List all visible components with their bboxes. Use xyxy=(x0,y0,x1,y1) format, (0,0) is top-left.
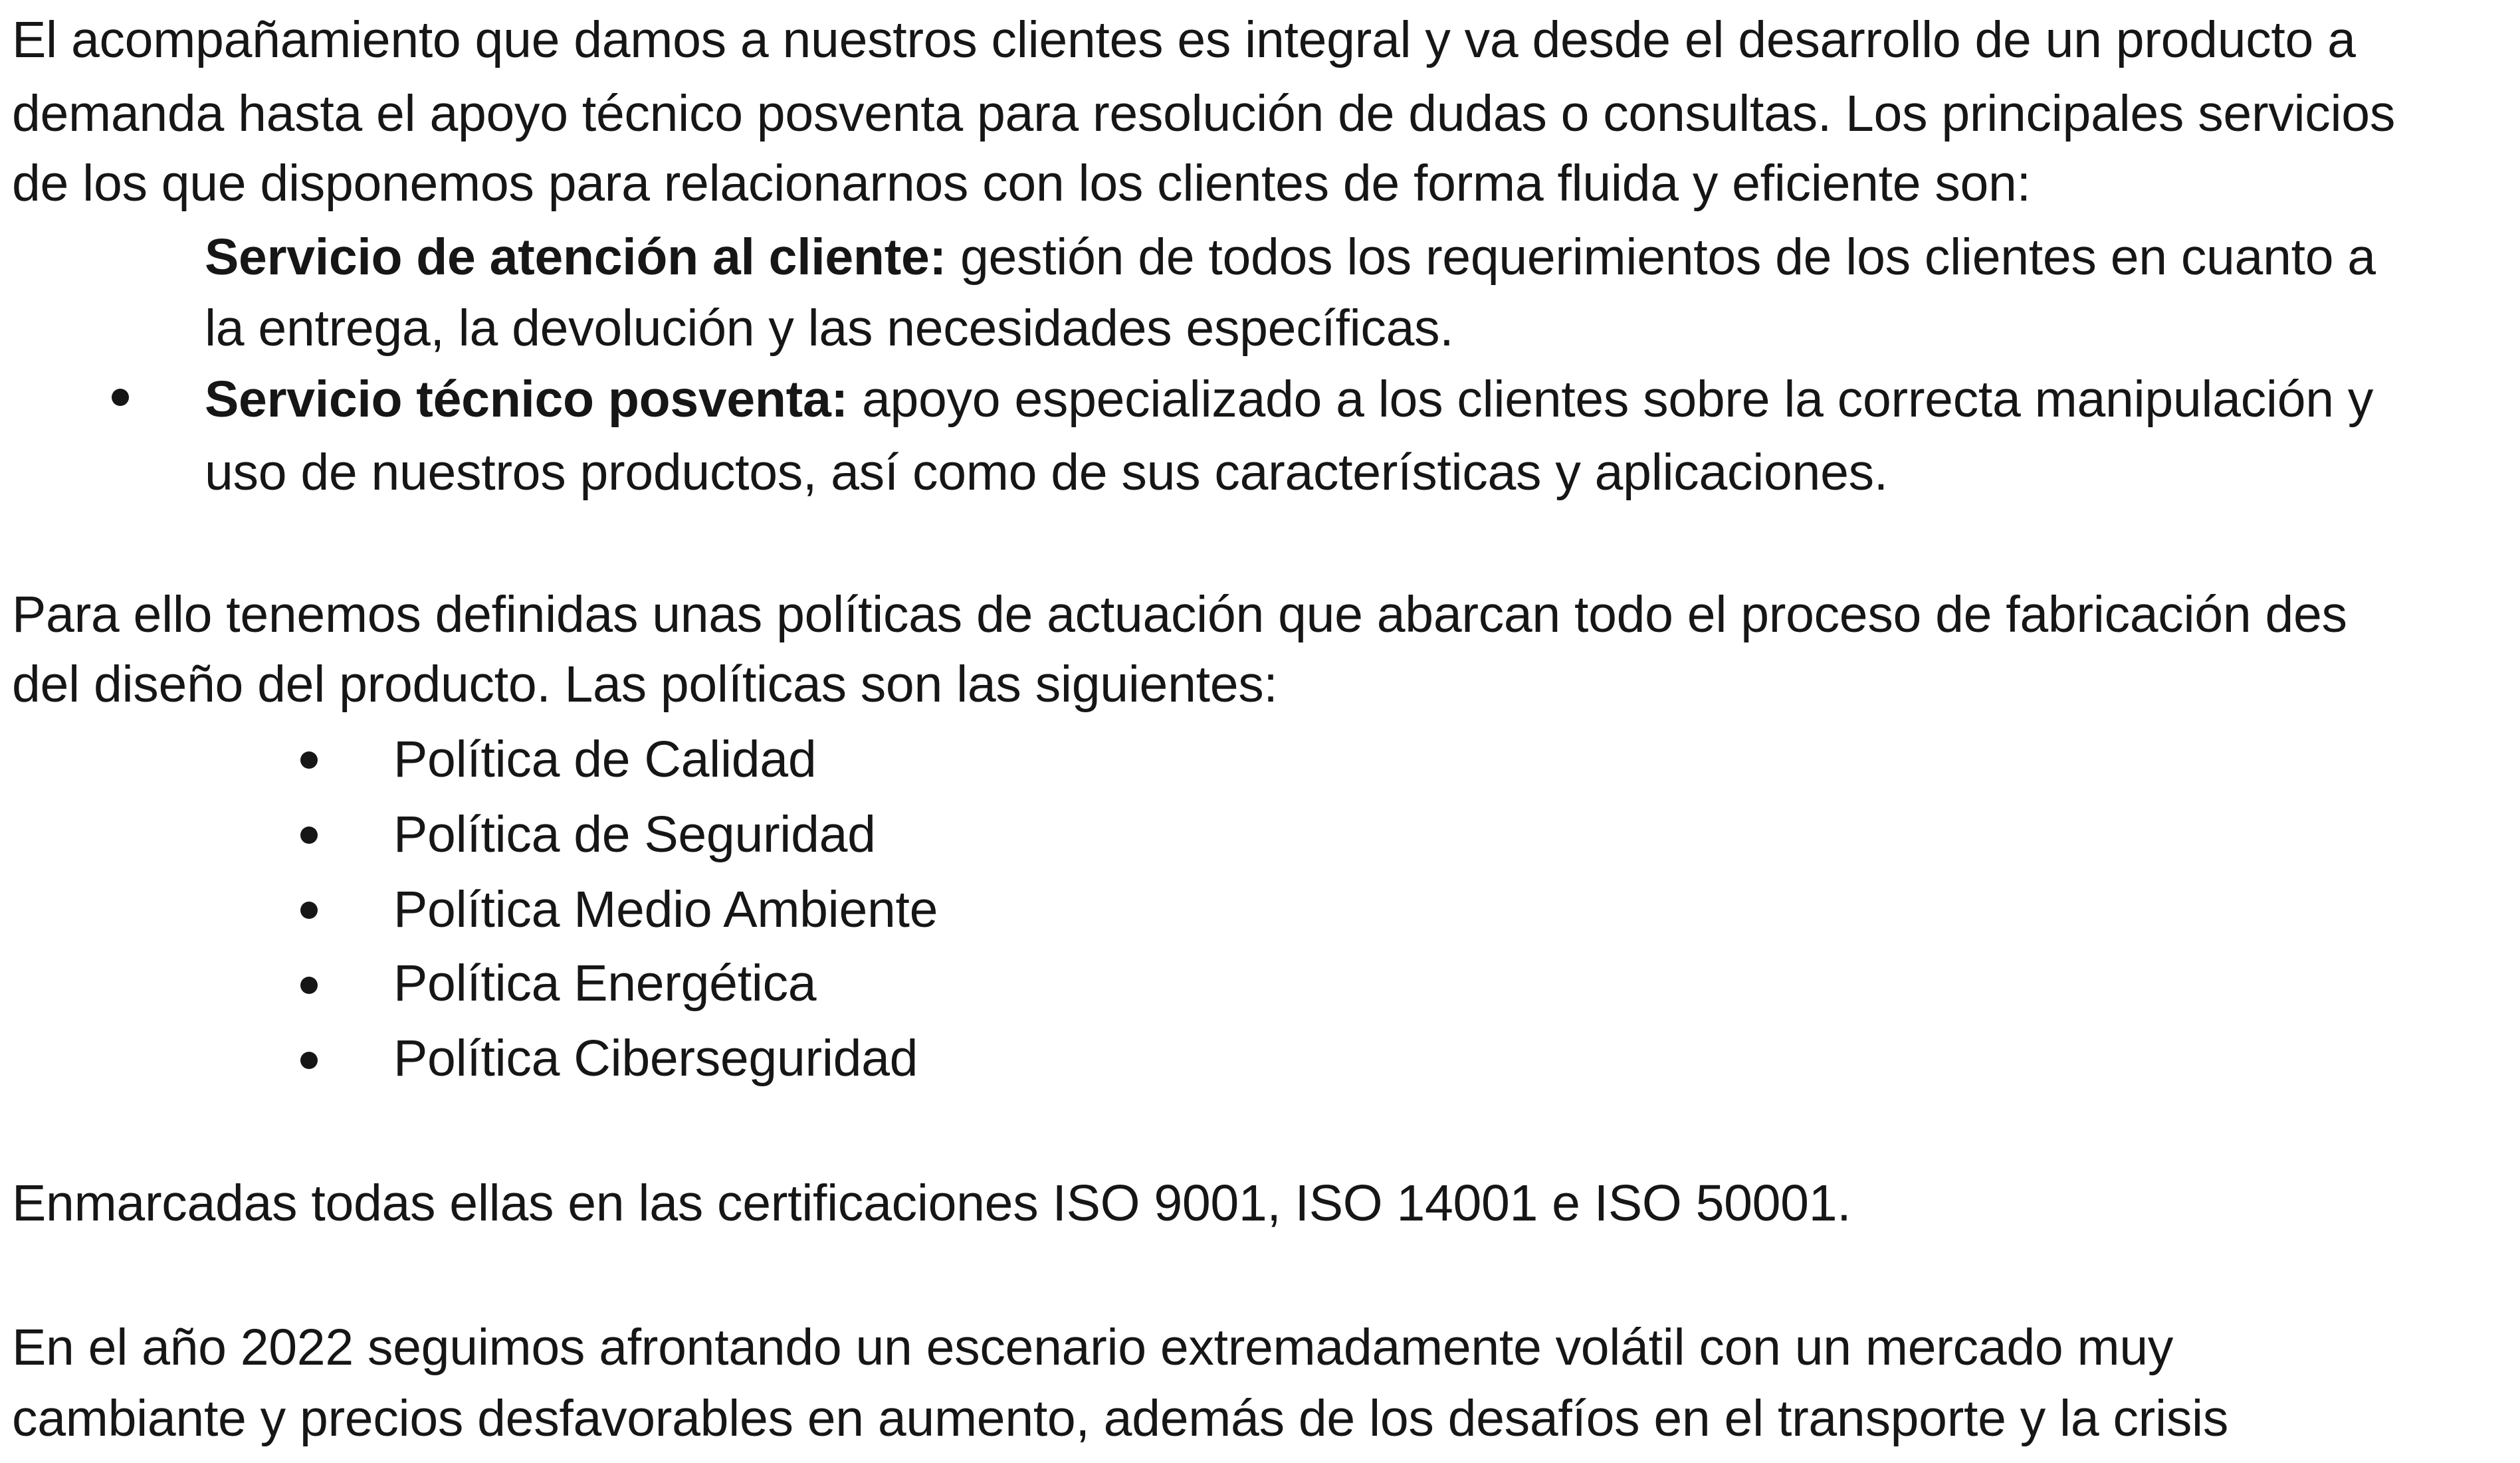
service-item-technical-support xyxy=(205,371,2374,428)
certifications-paragraph: Enmarcadas todas ellas en las certificaciones ISO 9001, ISO 14001 e ISO 50001. xyxy=(12,1175,1851,1232)
policy-list-item: Política Ciberseguridad xyxy=(393,1030,918,1087)
service-description-continuation: la entrega, la devolución y las necesidades específicas. xyxy=(205,300,1454,357)
service-description: gestión de todos los requerimientos de los clientes en cuanto a xyxy=(946,229,2376,286)
bullet-icon xyxy=(300,751,318,769)
service-item-customer-care xyxy=(205,229,2376,286)
service-title: Servicio de atención al cliente: xyxy=(205,229,946,286)
policy-list-item: Política Energética xyxy=(393,955,817,1012)
service-description: apoyo especializado a los clientes sobre la correcta manipulación y xyxy=(847,371,2374,428)
service-title: Servicio técnico posventa: xyxy=(205,371,848,428)
bullet-icon xyxy=(112,389,129,406)
intro-paragraph-line-1: El acompañamiento que damos a nuestros clientes es integral y va desde el desarrollo de un producto a xyxy=(12,11,2356,68)
bullet-icon xyxy=(300,902,318,919)
policy-list-item: Política Medio Ambiente xyxy=(393,881,938,938)
bullet-icon xyxy=(300,1052,318,1069)
intro-paragraph-line-2: demanda hasta el apoyo técnico posventa para resolución de dudas o consultas. Los principales servicios xyxy=(12,85,2396,142)
context-paragraph-line-2: cambiante y precios desfavorables en aumento, además de los desafíos en el transporte y la crisis xyxy=(12,1390,2229,1447)
bullet-icon xyxy=(300,827,318,844)
bullet-icon xyxy=(300,977,318,994)
context-paragraph-line-1: En el año 2022 seguimos afrontando un escenario extremadamente volátil con un mercado muy xyxy=(12,1319,2174,1376)
policies-intro-line-1: Para ello tenemos definidas unas políticas de actuación que abarcan todo el proceso de fabricación des xyxy=(12,586,2347,643)
service-description-continuation: uso de nuestros productos, así como de sus características y aplicaciones. xyxy=(205,444,1888,501)
policy-list-item: Política de Calidad xyxy=(393,731,817,788)
policy-list-item: Política de Seguridad xyxy=(393,806,876,863)
policies-intro-line-2: del diseño del producto. Las políticas son las siguientes: xyxy=(12,656,1278,713)
intro-paragraph-line-3: de los que disponemos para relacionarnos con los clientes de forma fluida y eficiente son: xyxy=(12,155,2031,212)
